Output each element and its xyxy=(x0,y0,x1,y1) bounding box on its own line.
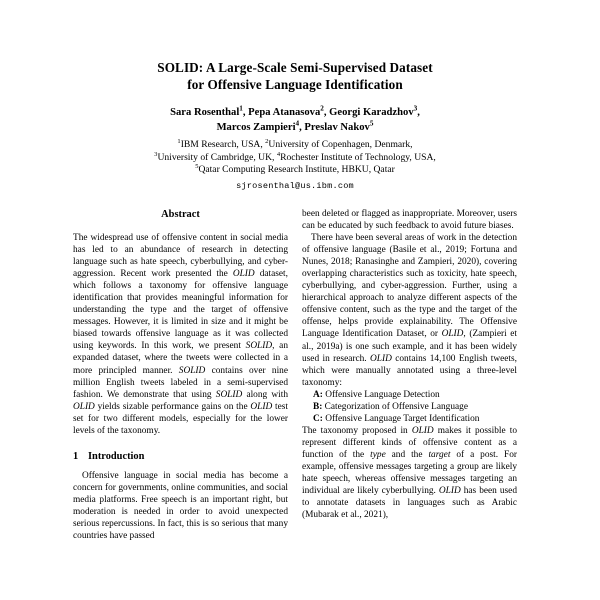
author-list xyxy=(73,106,517,135)
abstract-heading: Abstract xyxy=(161,209,200,220)
contact-email[interactable]: sjrosenthal@us.ibm.com xyxy=(236,181,354,192)
taxonomy-label: A: xyxy=(313,389,323,400)
affiliation-line-3: $^5$Qatar Computing Research Institute, HBKU, Qatar xyxy=(195,162,395,175)
author-line-2: Marcos Zampieri$^4$, Preslav Nakov$^5$ xyxy=(216,119,374,133)
abstract-paragraph: The widespread use of offensive content in social media has led to an abundance of research in detecting language such as hate speech, cyberbullying, and cyber-aggression. Recent work presented the OLID dataset, which follows a taxonomy for offensive language identification that provides meaningful information for understanding the type and the target of offensive messages. However, it is limited in size and it might be biased towards offensive language as it was collected using keywords. In this work, we present SOLID, an expanded dataset, where the tweets were collected in a more principled manner. SOLID contains over nine million English tweets labeled in a semi-supervised fashion. We demonstrate that using SOLID along with OLID yields sizable performance gains on the OLID test set for two different models, especially for the lower levels of the taxonomy. xyxy=(73,233,288,436)
related-work-paragraph: There have been several areas of work in the detection of offensive language (Basile et al., 2019; Fortuna and Nunes, 2018; Ranasinghe and Zampieri, 2020), covering overlapping characteristics such as toxicity, hate speech, cyberbullying, and cyber-aggression. Further, using a hierarchical approach to analyze different aspects of the offensive content, such as the type and the target of the offense, helps provide explainability. The Offensive Language Identification Dataset, or OLID, (Zampieri et al., 2019a) is one such example, and it has been widely used in research. OLID contains 14,100 English tweets, which were manually annotated using a three-level taxonomy: xyxy=(302,233,517,388)
taxonomy-label: B: xyxy=(313,401,323,412)
title-line-1: SOLID: A Large-Scale Semi-Supervised Dataset xyxy=(157,60,433,75)
title-line-2: for Offensive Language Identification xyxy=(187,77,403,92)
right-column xyxy=(302,208,517,600)
affiliation-list xyxy=(73,139,517,176)
left-column xyxy=(73,208,288,600)
paper-header xyxy=(73,0,517,192)
section-title: Introduction xyxy=(88,450,145,462)
taxonomy-label: C: xyxy=(313,413,323,424)
continuation-paragraph: been deleted or flagged as inappropriate. Moreover, users can be educated by such feedback to avoid future biases. xyxy=(302,209,517,232)
taxonomy-discussion-paragraph: The taxonomy proposed in OLID makes it possible to represent different kinds of offensive content as a function of the type and the target of a post. For example, offensive messages targeting a group are likely hate speech, whereas offensive messages targeting an individual are likely cyberbullying. OLID has been used to annotate datasets in languages such as Arabic (Mubarak et al., 2021), xyxy=(302,425,517,521)
author-line-1: Sara Rosenthal$^1$, Pepa Atanasova$^2$, Georgi Karadzhov$^3$, xyxy=(170,104,420,118)
body-columns xyxy=(73,208,517,600)
taxonomy-level-a: A: Offensive Language Detection xyxy=(313,389,440,400)
page-title xyxy=(73,59,517,93)
introduction-paragraph: Offensive language in social media has become a concern for governments, online communities, and social media platforms. Free speech is an important right, but moderation is needed in order to avoid unexpected serious repercussions. In fact, this is so serious that many countries have passed xyxy=(73,470,288,542)
affiliation-line-2: $^3$University of Cambridge, UK, $^4$Rochester Institute of Technology, USA, xyxy=(154,150,436,163)
affiliation-line-1: $^1$IBM Research, USA, $^2$University of Copenhagen, Denmark, xyxy=(177,138,413,151)
taxonomy-level-b: B: Categorization of Offensive Language xyxy=(313,401,468,412)
section-number: 1 xyxy=(73,450,79,462)
taxonomy-level-c: C: Offensive Language Target Identification xyxy=(313,413,480,424)
introduction-heading xyxy=(73,450,288,463)
